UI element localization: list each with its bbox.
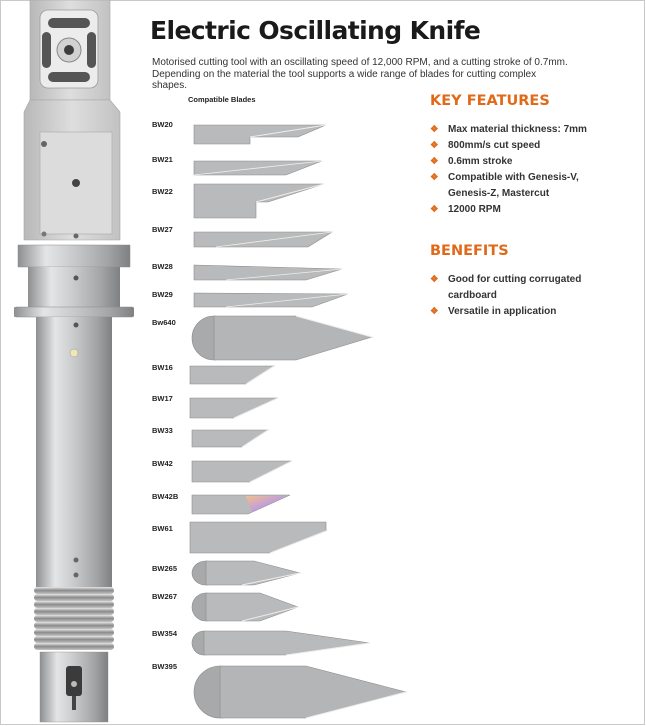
- blade-bw354-image: [186, 628, 376, 658]
- blade-label-bw640: Bw640: [152, 318, 176, 327]
- list-item: ❖ Max material thickness: 7mm: [428, 122, 633, 138]
- intro-description: Motorised cutting tool with an oscillating speed of 12,000 RPM, and a cutting stroke of 0.7mm. Depending on the material the tool supports a wide range of blades for cutting complex shapes.: [152, 57, 568, 91]
- blade-bw20-image: [186, 122, 336, 146]
- blade-bw28-image: [186, 263, 346, 283]
- oscillating-knife-tool-image: [14, 0, 134, 726]
- blade-label-bw20: BW20: [152, 120, 173, 129]
- blade-bw395-image: [186, 663, 412, 721]
- benefits-list: [428, 272, 633, 320]
- orange-diamond-bullet-icon: ❖: [430, 172, 439, 183]
- blade-bw267-image: [186, 590, 306, 624]
- blade-label-bw42: BW42: [152, 459, 173, 468]
- blade-label-bw265: BW265: [152, 564, 178, 573]
- list-item: ❖ 800mm/s cut speed: [428, 138, 633, 154]
- blade-label-bw33: BW33: [152, 426, 173, 435]
- key-features-list: [428, 122, 633, 218]
- list-item: ❖ 12000 RPM: [428, 202, 633, 218]
- page-title: Electric Oscillating Knife: [150, 16, 481, 45]
- blade-bw16-image: [186, 363, 286, 387]
- list-item: ❖ Versatile in application: [428, 304, 633, 320]
- blade-bw265-image: [186, 558, 306, 588]
- blade-bw29-image: [186, 291, 352, 309]
- benefits-heading: BENEFITS: [430, 243, 509, 259]
- blade-bw640-image: [186, 313, 376, 363]
- orange-diamond-bullet-icon: ❖: [430, 140, 439, 151]
- blade-bw27-image: [186, 229, 336, 251]
- blade-label-bw28: BW28: [152, 262, 173, 271]
- orange-diamond-bullet-icon: ❖: [430, 204, 439, 215]
- blade-bw42-image: [186, 458, 306, 486]
- blade-label-bw29: BW29: [152, 290, 173, 299]
- list-item: ❖ 0.6mm stroke: [428, 154, 633, 170]
- blade-label-bw27: BW27: [152, 225, 173, 234]
- blade-bw42b-image: [186, 492, 306, 518]
- orange-diamond-bullet-icon: ❖: [430, 156, 439, 167]
- blade-label-bw22: BW22: [152, 187, 173, 196]
- blade-label-bw42b: BW42B: [152, 492, 179, 501]
- blade-bw33-image: [186, 427, 286, 451]
- list-item: ❖ Good for cutting corrugated cardboard: [430, 274, 582, 301]
- blade-label-bw21: BW21: [152, 155, 173, 164]
- blade-label-bw267: BW267: [152, 592, 178, 601]
- orange-diamond-bullet-icon: ❖: [430, 274, 439, 285]
- blade-bw22-image: [186, 180, 336, 222]
- blade-bw17-image: [186, 395, 286, 421]
- compatible-blades-heading: Compatible Blades: [188, 95, 256, 104]
- blade-label-bw61: BW61: [152, 524, 173, 533]
- key-features-heading: KEY FEATURES: [430, 93, 550, 109]
- blade-bw21-image: [186, 157, 336, 179]
- blade-label-bw17: BW17: [152, 394, 173, 403]
- orange-diamond-bullet-icon: ❖: [430, 306, 439, 317]
- list-item: ❖ Compatible with Genesis-V, Genesis-Z, Mastercut: [430, 172, 579, 199]
- blade-bw61-image: [186, 517, 336, 557]
- orange-diamond-bullet-icon: ❖: [430, 124, 439, 135]
- blade-label-bw395: BW395: [152, 662, 178, 671]
- blade-label-bw16: BW16: [152, 363, 173, 372]
- blade-label-bw354: BW354: [152, 629, 178, 638]
